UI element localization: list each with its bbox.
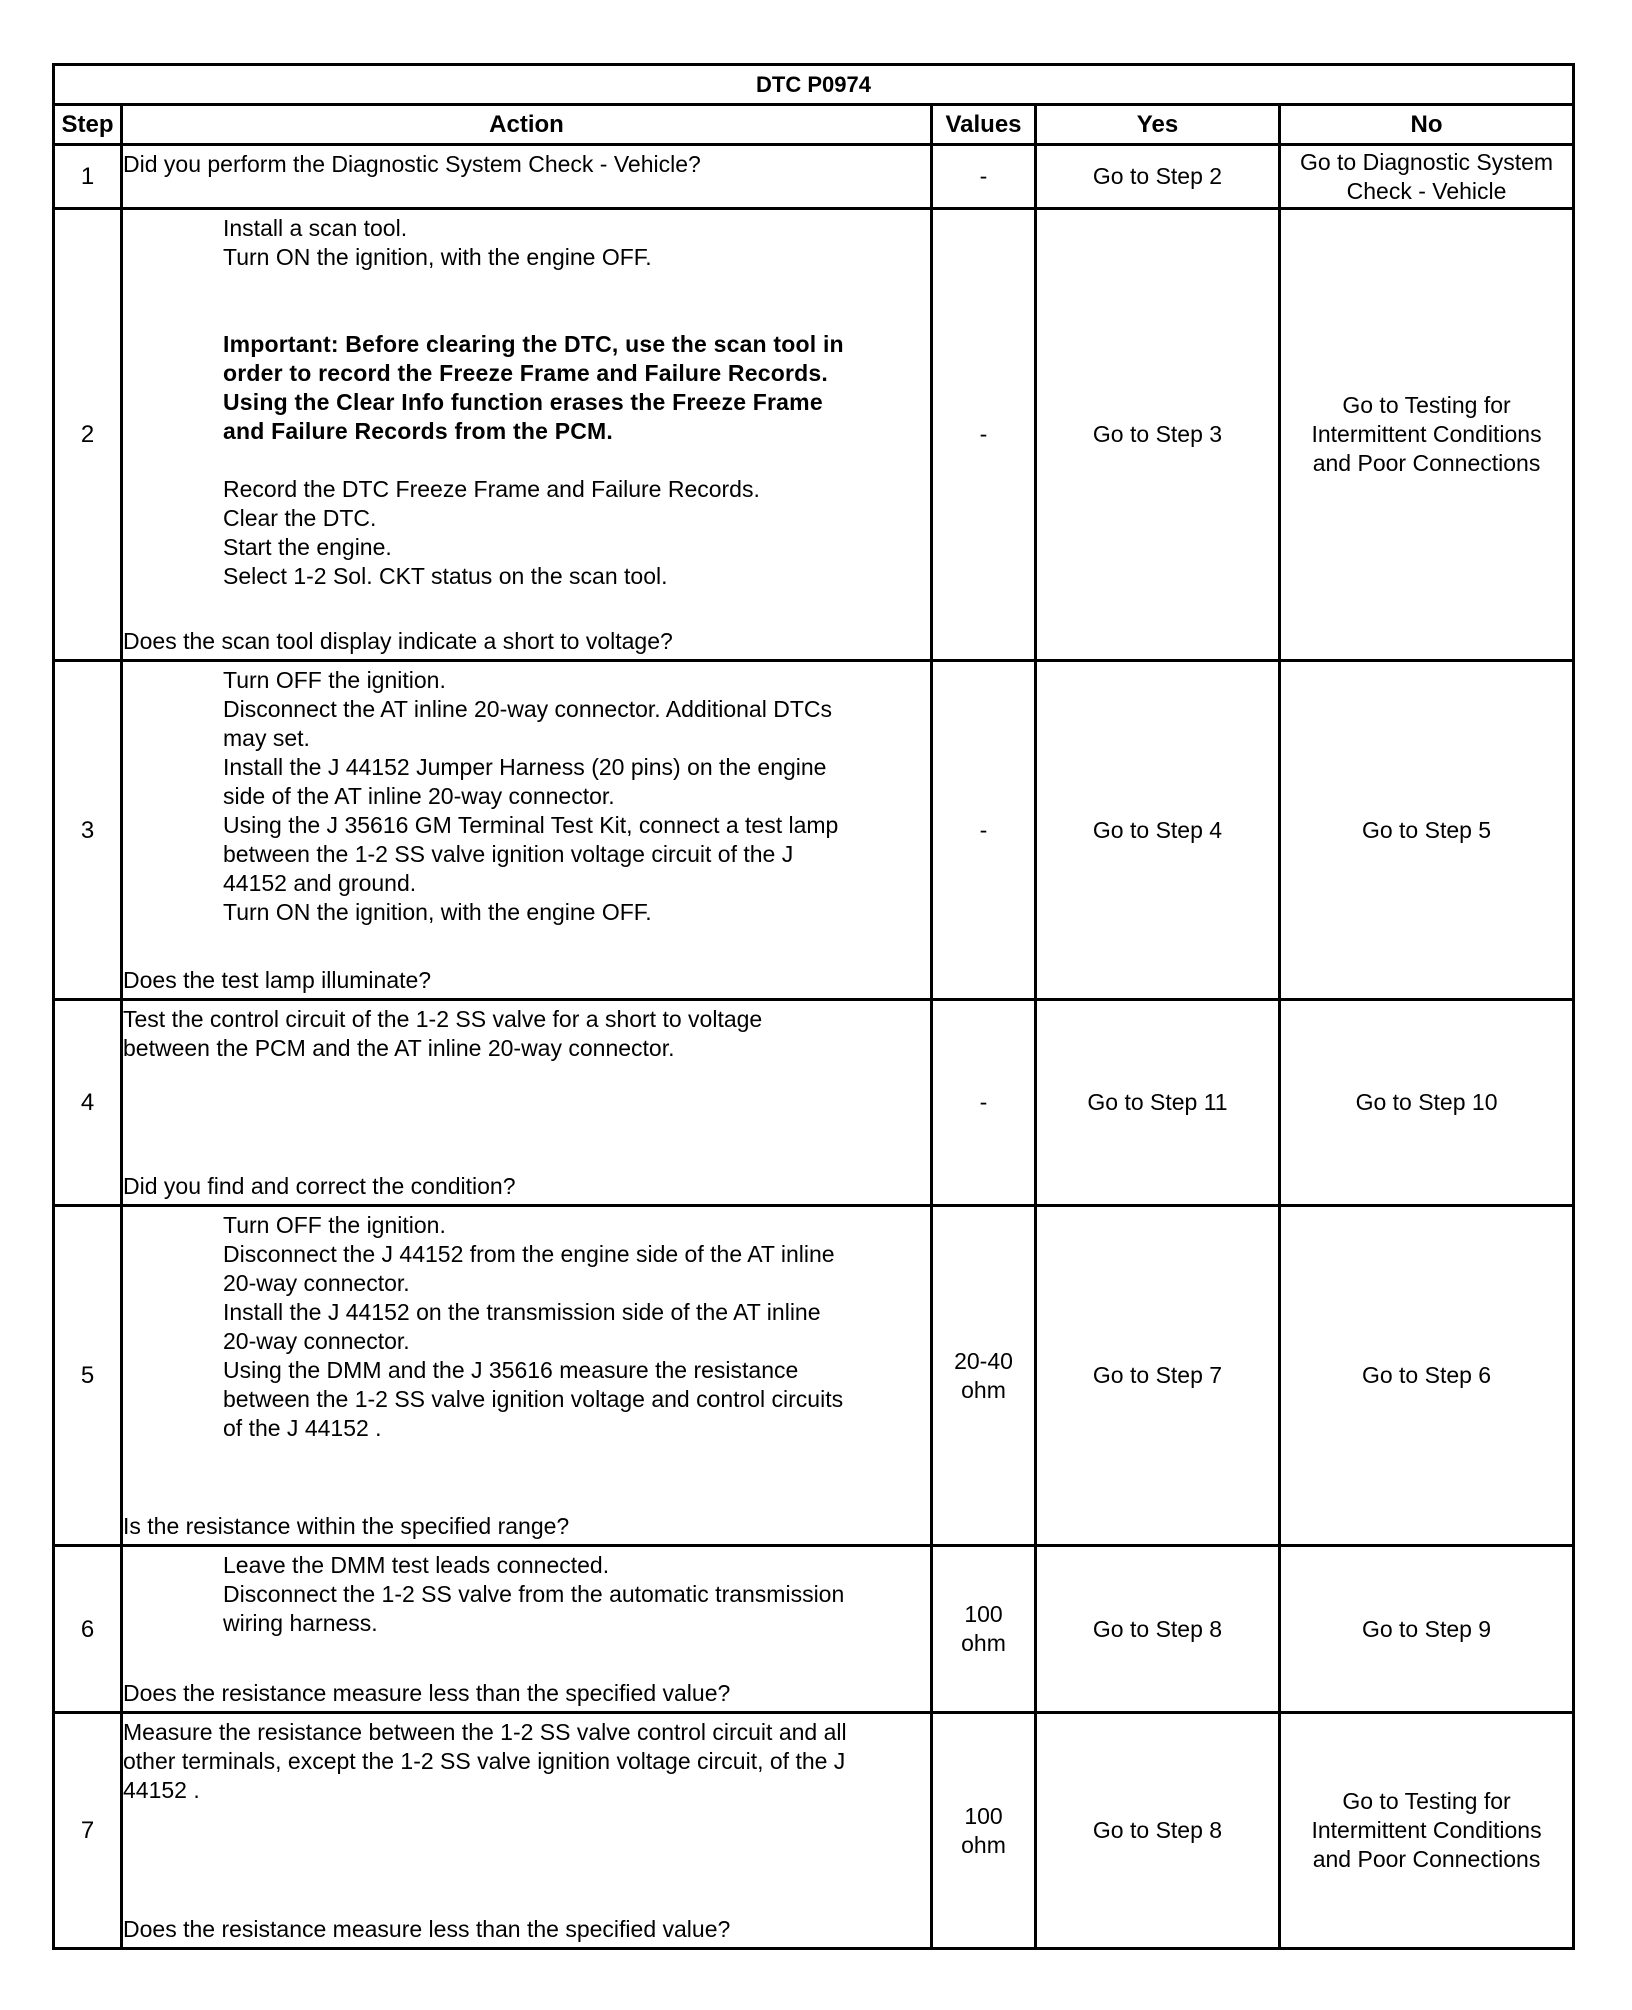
- yes-cell: [1036, 145, 1280, 209]
- table-body: [54, 145, 1574, 1949]
- sub-step-line: Record the DTC Freeze Frame and Failure Records.: [223, 475, 760, 502]
- action-sub-steps: [123, 666, 930, 927]
- no-cell: [1280, 1713, 1574, 1949]
- no-result-text: Go to Testing for: [1342, 1788, 1511, 1814]
- value-text: 100: [964, 1601, 1003, 1627]
- action-instructions: [123, 150, 930, 179]
- action-question: Does the resistance measure less than the specified value?: [123, 1679, 731, 1706]
- step-number: 4: [54, 1000, 122, 1206]
- action-sub-steps: [123, 214, 930, 591]
- action-question: Is the resistance within the specified range?: [123, 1512, 570, 1539]
- action-cell: [122, 1206, 932, 1546]
- value-text: 20-40: [954, 1347, 1013, 1374]
- value-text: 100: [964, 1802, 1003, 1829]
- no-result-text: Intermittent Conditions: [1311, 1817, 1542, 1843]
- sub-step-line: Start the engine.: [223, 533, 392, 560]
- action-sub-steps: [123, 1211, 930, 1443]
- sub-step-line: between the 1-2 SS valve ignition voltage and control circuits: [223, 1385, 844, 1412]
- sub-step-line: wiring harness.: [223, 1609, 378, 1636]
- sub-step-line: Install the J 44152 on the transmission side of the AT inline: [223, 1298, 821, 1325]
- dtc-table: [52, 63, 1575, 1950]
- spacer: [223, 272, 930, 301]
- yes-cell: [1036, 209, 1280, 661]
- sub-step-line: Turn OFF the ignition.: [223, 1211, 446, 1238]
- action-cell: [122, 1000, 932, 1206]
- values-cell: [932, 209, 1036, 661]
- sub-step-line: Using the DMM and the J 35616 measure the resistance: [223, 1356, 799, 1383]
- action-cell: [122, 1713, 932, 1949]
- sub-step-line: Install the J 44152 Jumper Harness (20 pins) on the engine: [223, 753, 827, 780]
- header-yes: Yes: [1036, 105, 1280, 145]
- sub-step-line: Disconnect the 1-2 SS valve from the automatic transmission: [223, 1580, 845, 1607]
- spacer: [223, 301, 930, 330]
- action-instructions: [123, 1211, 930, 1443]
- important-note-line: Important: Before clearing the DTC, use the scan tool in: [223, 330, 844, 357]
- sub-step-line: Turn ON the ignition, with the engine OFF.: [223, 243, 652, 270]
- action-cell: [122, 661, 932, 1000]
- no-result-text: Check - Vehicle: [1346, 178, 1507, 204]
- action-instructions: [123, 1718, 930, 1805]
- yes-result-text: Go to Step 8: [1092, 1615, 1223, 1642]
- values-cell: [932, 1000, 1036, 1206]
- sub-step-line: Leave the DMM test leads connected.: [223, 1551, 610, 1578]
- header-step: Step: [54, 105, 122, 145]
- table-row: [54, 209, 1574, 661]
- no-result-text: and Poor Connections: [1312, 1846, 1541, 1872]
- step-number: 2: [54, 209, 122, 661]
- action-sub-steps: [123, 1551, 930, 1638]
- action-instructions: [123, 1005, 930, 1063]
- spacer: [223, 446, 930, 475]
- yes-cell: [1036, 1713, 1280, 1949]
- action-cell: [122, 145, 932, 209]
- yes-cell: [1036, 1000, 1280, 1206]
- action-text-line: other terminals, except the 1-2 SS valve ignition voltage circuit, of the J: [123, 1747, 846, 1774]
- yes-cell: [1036, 1206, 1280, 1546]
- table-row: [54, 1000, 1574, 1206]
- action-question: Does the resistance measure less than the specified value?: [123, 1915, 731, 1942]
- table-row: [54, 1713, 1574, 1949]
- yes-result-text: Go to Step 8: [1092, 1817, 1223, 1843]
- step-number: 3: [54, 661, 122, 1000]
- action-text-line: 44152 .: [123, 1776, 200, 1803]
- action-text-line: Test the control circuit of the 1-2 SS valve for a short to voltage: [123, 1005, 763, 1032]
- no-cell: [1280, 145, 1574, 209]
- sub-step-line: Install a scan tool.: [223, 214, 408, 241]
- sub-step-line: 20-way connector.: [223, 1327, 410, 1354]
- values-cell: [932, 1546, 1036, 1713]
- yes-result-text: Go to Step 7: [1092, 1362, 1223, 1388]
- no-cell: [1280, 209, 1574, 661]
- no-result-text: Go to Step 10: [1355, 1089, 1498, 1115]
- step-number: 6: [54, 1546, 122, 1713]
- sub-step-line: Turn OFF the ignition.: [223, 666, 446, 693]
- action-instructions: [123, 666, 930, 927]
- no-result-text: Go to Step 5: [1361, 816, 1492, 843]
- sub-step-line: 20-way connector.: [223, 1269, 410, 1296]
- no-cell: [1280, 1546, 1574, 1713]
- sub-step-line: 44152 and ground.: [223, 869, 417, 896]
- no-result-text: Go to Step 6: [1361, 1362, 1492, 1388]
- sub-step-line: side of the AT inline 20-way connector.: [223, 782, 615, 809]
- action-question: Did you find and correct the condition?: [123, 1172, 516, 1199]
- table-title: DTC P0974: [54, 65, 1574, 105]
- important-note-line: and Failure Records from the PCM.: [223, 417, 613, 444]
- value-text: -: [979, 163, 988, 189]
- action-cell: [122, 209, 932, 661]
- yes-result-text: Go to Step 3: [1092, 421, 1223, 447]
- sub-step-line: Turn ON the ignition, with the engine OFF.: [223, 898, 652, 925]
- no-result-text: Go to Diagnostic System: [1299, 149, 1554, 175]
- no-cell: [1280, 1000, 1574, 1206]
- table-row: [54, 661, 1574, 1000]
- yes-result-text: Go to Step 4: [1092, 816, 1223, 843]
- no-result-text: Go to Step 9: [1361, 1615, 1492, 1642]
- action-instructions: [123, 214, 930, 591]
- step-number: 7: [54, 1713, 122, 1949]
- value-text: ohm: [961, 1376, 1006, 1403]
- sub-step-line: Using the J 35616 GM Terminal Test Kit, connect a test lamp: [223, 811, 839, 838]
- action-question: Does the test lamp illuminate?: [123, 966, 432, 993]
- header-action: Action: [122, 105, 932, 145]
- table-row: [54, 145, 1574, 209]
- sub-step-line: Disconnect the AT inline 20-way connector. Additional DTCs: [223, 695, 832, 722]
- sub-step-line: Disconnect the J 44152 from the engine side of the AT inline: [223, 1240, 835, 1267]
- table-row: [54, 1206, 1574, 1546]
- yes-result-text: Go to Step 2: [1092, 163, 1223, 189]
- no-cell: [1280, 661, 1574, 1000]
- sub-step-line: may set.: [223, 724, 310, 751]
- header-no: No: [1280, 105, 1574, 145]
- yes-cell: [1036, 661, 1280, 1000]
- step-number: 1: [54, 145, 122, 209]
- value-text: ohm: [961, 1630, 1006, 1656]
- action-text-line: between the PCM and the AT inline 20-way connector.: [123, 1034, 675, 1061]
- values-cell: [932, 145, 1036, 209]
- action-text-line: Did you perform the Diagnostic System Check - Vehicle?: [123, 150, 701, 177]
- values-cell: [932, 661, 1036, 1000]
- values-cell: [932, 1713, 1036, 1949]
- important-note-line: Using the Clear Info function erases the Freeze Frame: [223, 388, 823, 415]
- no-result-text: Intermittent Conditions: [1311, 421, 1542, 447]
- header-values: Values: [932, 105, 1036, 145]
- sub-step-line: Select 1-2 Sol. CKT status on the scan tool.: [223, 562, 668, 589]
- sub-step-line: Clear the DTC.: [223, 504, 377, 531]
- value-text: -: [979, 421, 988, 447]
- important-note-line: order to record the Freeze Frame and Failure Records.: [223, 359, 828, 386]
- value-text: -: [979, 816, 988, 843]
- no-result-text: Go to Testing for: [1342, 392, 1511, 418]
- table-row: [54, 1546, 1574, 1713]
- action-instructions: [123, 1551, 930, 1638]
- no-cell: [1280, 1206, 1574, 1546]
- sub-step-line: of the J 44152 .: [223, 1414, 382, 1441]
- value-text: -: [979, 1089, 988, 1115]
- no-result-text: and Poor Connections: [1312, 450, 1541, 476]
- values-cell: [932, 1206, 1036, 1546]
- sub-step-line: between the 1-2 SS valve ignition voltage circuit of the J: [223, 840, 794, 867]
- yes-result-text: Go to Step 11: [1087, 1089, 1228, 1115]
- action-cell: [122, 1546, 932, 1713]
- step-number: 5: [54, 1206, 122, 1546]
- yes-cell: [1036, 1546, 1280, 1713]
- value-text: ohm: [961, 1831, 1006, 1858]
- action-question: Does the scan tool display indicate a short to voltage?: [123, 627, 673, 654]
- action-text-line: Measure the resistance between the 1-2 SS valve control circuit and all: [123, 1718, 847, 1745]
